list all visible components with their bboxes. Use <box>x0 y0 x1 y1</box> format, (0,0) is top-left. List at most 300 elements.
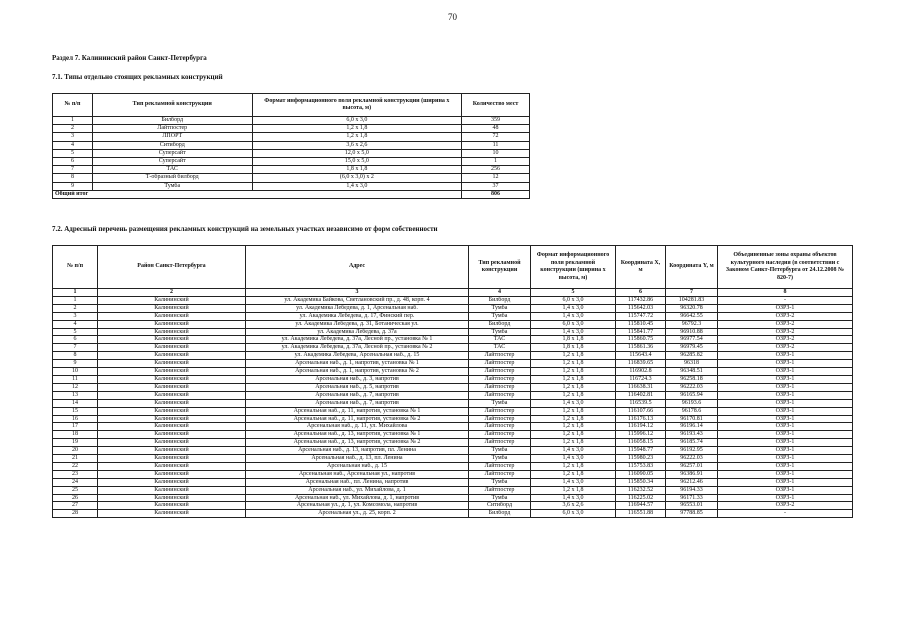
table-cell: ОЗРЗ-1 <box>718 383 853 391</box>
table-cell: Лайтпостер <box>469 423 531 431</box>
table-cell: 115642.03 <box>616 304 666 312</box>
table-cell: Арсенальная наб., д. 1, напротив, установка № 1 <box>246 360 469 368</box>
subsection-title-types: 7.1. Типы отдельно стоящих рекламных конструкций <box>52 73 223 81</box>
table-cell: 1,2 х 1,8 <box>531 391 616 399</box>
table-row <box>53 166 530 174</box>
table-cell: 3 <box>53 133 93 141</box>
table-cell: Арсенальная наб., ул. Михайлова, д. 1 <box>246 486 469 494</box>
table-cell: Калининский <box>98 455 246 463</box>
total-label: Общий итог <box>53 190 462 198</box>
table-cell: Калининский <box>98 360 246 368</box>
table-cell: Калининский <box>98 470 246 478</box>
table-row <box>53 296 853 304</box>
table-cell: 1,2 х 1,8 <box>252 125 462 133</box>
table-cell: 96979.45 <box>666 344 718 352</box>
table-cell: 96194.33 <box>666 486 718 494</box>
total-value: 806 <box>462 190 530 198</box>
table-cell: Билборд <box>469 510 531 518</box>
column-number-row <box>53 289 853 297</box>
table-cell: Калининский <box>98 368 246 376</box>
table-cell: 1,2 х 1,8 <box>531 462 616 470</box>
table-cell: ТАС <box>92 166 252 174</box>
table-cell: Билборд <box>469 320 531 328</box>
table-row <box>53 312 853 320</box>
table-cell: ул. Академика Лебедева, д. 1, Арсенальная наб. <box>246 304 469 312</box>
table-cell: Тумба <box>92 182 252 190</box>
table-row <box>53 439 853 447</box>
table-cell: 1,2 х 1,8 <box>531 375 616 383</box>
table-cell: 12,0 х 5,0 <box>252 149 462 157</box>
table-cell: 96185.74 <box>666 439 718 447</box>
table-cell: 3,6 х 2,6 <box>531 502 616 510</box>
table-row <box>53 391 853 399</box>
column-header: Тип рекламной конструкции <box>469 246 531 289</box>
table-cell: 96318 <box>666 360 718 368</box>
table-cell: 116194.12 <box>616 423 666 431</box>
table-cell: Тумба <box>469 304 531 312</box>
table-cell: 9 <box>53 182 93 190</box>
table-cell: 96193.6 <box>666 399 718 407</box>
table-cell: ОЗРЗ-1 <box>718 455 853 463</box>
table-cell: Арсенальная наб., д. 3, напротив <box>246 375 469 383</box>
table-cell: Калининский <box>98 510 246 518</box>
table-row <box>53 423 853 431</box>
table-cell: (6,0 х 3,0) х 2 <box>252 174 462 182</box>
table-cell: 4 <box>53 141 93 149</box>
table-cell: Арсенальная наб., д. 11, напротив, установка № 2 <box>246 415 469 423</box>
table-cell: 1,2 х 1,8 <box>531 383 616 391</box>
table-cell: 96193.43 <box>666 431 718 439</box>
table-cell: 1,4 х 3,0 <box>531 478 616 486</box>
table-cell: 27 <box>53 502 98 510</box>
table-cell: ОЗРЗ-2 <box>718 328 853 336</box>
table-cell: Тумба <box>469 399 531 407</box>
table-cell: 1,2 х 1,8 <box>531 423 616 431</box>
table-cell: 96642.55 <box>666 312 718 320</box>
table-cell: 2 <box>53 304 98 312</box>
table-cell: 1,4 х 3,0 <box>531 312 616 320</box>
table-row <box>53 141 530 149</box>
table-cell: Калининский <box>98 431 246 439</box>
table-cell: ул. Академика Лебедева, Арсенальная наб., д. 15 <box>246 352 469 360</box>
table-cell: Лайтпостер <box>92 125 252 133</box>
table-row <box>53 336 853 344</box>
column-header: Формат информационного поля рекламной конструкции (ширина х высота, м) <box>531 246 616 289</box>
table-cell: 116638.31 <box>616 383 666 391</box>
table-cell: 8 <box>53 352 98 360</box>
table-cell: 1,4 х 3,0 <box>531 494 616 502</box>
table-cell: 9 <box>53 360 98 368</box>
table-cell: Лайтпостер <box>469 462 531 470</box>
table-cell: 115810.45 <box>616 320 666 328</box>
table-cell: Арсенальная наб., д. 13, напротив, пл. Ленина <box>246 447 469 455</box>
table-cell: 3,6 х 2,6 <box>252 141 462 149</box>
table-cell: 21 <box>53 455 98 463</box>
table-cell: 1,4 х 3,0 <box>531 399 616 407</box>
table-cell: ЛПОРТ <box>92 133 252 141</box>
table-cell: Лайтпостер <box>469 470 531 478</box>
table-cell: 1,2 х 1,8 <box>531 352 616 360</box>
table-row <box>53 447 853 455</box>
table-cell: 96196.14 <box>666 423 718 431</box>
column-header: Координата Y, м <box>666 246 718 289</box>
table-cell: 16 <box>53 415 98 423</box>
table-cell: Ситиборд <box>92 141 252 149</box>
table-cell: Суперсайт <box>92 149 252 157</box>
table-cell: 20 <box>53 447 98 455</box>
table-cell: Лайтпостер <box>469 415 531 423</box>
table-cell: 116225.02 <box>616 494 666 502</box>
table-cell: 96170.81 <box>666 415 718 423</box>
table-cell: 19 <box>53 439 98 447</box>
table-cell: ОЗРЗ-1 <box>718 478 853 486</box>
table-row <box>53 158 530 166</box>
table-cell: 96192.95 <box>666 447 718 455</box>
table-cell: 116944.57 <box>616 502 666 510</box>
table-row <box>53 117 530 125</box>
table-cell: Калининский <box>98 296 246 304</box>
table-cell: Арсенальная наб., Арсенальная ул., напротив <box>246 470 469 478</box>
table-cell: ОЗРЗ-1 <box>718 447 853 455</box>
table-cell: 1,8 х 1,8 <box>252 166 462 174</box>
table-cell: ОЗРЗ-1 <box>718 423 853 431</box>
table-row <box>53 399 853 407</box>
table-cell: Арсенальная ул., д. 25, корп. 2 <box>246 510 469 518</box>
table-cell: 96320.78 <box>666 304 718 312</box>
table-row <box>53 455 853 463</box>
table-cell: 116839.65 <box>616 360 666 368</box>
table-cell: 1,8 х 1,8 <box>531 344 616 352</box>
table-cell: 37 <box>462 182 530 190</box>
table-cell: ОЗРЗ-2 <box>718 312 853 320</box>
address-list-table-body <box>53 296 853 517</box>
table-cell: ОЗРЗ-2 <box>718 336 853 344</box>
table-cell: Арсенальная наб., д. 13, напротив, установка № 1 <box>246 431 469 439</box>
table-cell: 116232.52 <box>616 486 666 494</box>
table-row <box>53 502 853 510</box>
table-cell: 115747.72 <box>616 312 666 320</box>
table-cell: 96348.51 <box>666 368 718 376</box>
table-cell: ОЗРЗ-1 <box>718 494 853 502</box>
table-cell: Тумба <box>469 478 531 486</box>
table-cell: 115948.77 <box>616 447 666 455</box>
table-cell: Лайтпостер <box>469 391 531 399</box>
table-cell: 1,4 х 3,0 <box>531 447 616 455</box>
table-cell: 117432.86 <box>616 296 666 304</box>
table-cell: 116058.15 <box>616 439 666 447</box>
table-cell: 1,2 х 1,8 <box>531 415 616 423</box>
table-cell: 1,8 х 1,8 <box>531 336 616 344</box>
table-cell: 116402.81 <box>616 391 666 399</box>
table-row <box>53 494 853 502</box>
column-header: Район Санкт-Петербурга <box>98 246 246 289</box>
table-cell: Калининский <box>98 423 246 431</box>
table-cell: Лайтпостер <box>469 368 531 376</box>
table-cell: 14 <box>53 399 98 407</box>
table-row <box>53 486 853 494</box>
table-cell: ОЗРЗ-1 <box>718 352 853 360</box>
table-cell: Калининский <box>98 375 246 383</box>
table-cell: Арсенальная наб., д. 13, напротив, установка № 2 <box>246 439 469 447</box>
table-cell: Билборд <box>92 117 252 125</box>
table-cell: 1,2 х 1,8 <box>531 439 616 447</box>
table-cell: ОЗРЗ-2 <box>718 344 853 352</box>
table-cell: Калининский <box>98 328 246 336</box>
table-cell: Арсенальная ул., д. 1, ул. Комсомола, напротив <box>246 502 469 510</box>
table-cell: 1,4 х 3,0 <box>252 182 462 190</box>
table-cell: 10 <box>53 368 98 376</box>
table-cell: 1,2 х 1,8 <box>531 470 616 478</box>
table-cell: 6,0 х 3,0 <box>531 510 616 518</box>
column-header: Объединенные зоны охраны объектов культурного наследия (в соответствии с Законом Санкт-Петербурга от 24.12.2008 № 820-7) <box>718 246 853 289</box>
table-row <box>53 328 853 336</box>
table-cell: Билборд <box>469 296 531 304</box>
table-cell: Калининский <box>98 320 246 328</box>
table-cell: ул. Академика Лебедева, д. 31, Ботаническая ул. <box>246 320 469 328</box>
table-cell: 1,4 х 3,0 <box>531 455 616 463</box>
table-cell: Арсенальная наб., д. 11, напротив, установка № 1 <box>246 407 469 415</box>
table-cell: 96257.01 <box>666 462 718 470</box>
table-cell: 97788.85 <box>666 510 718 518</box>
table-cell: 115861.36 <box>616 344 666 352</box>
table-cell: Калининский <box>98 462 246 470</box>
table-row <box>53 478 853 486</box>
table-row <box>53 375 853 383</box>
table-cell: ОЗРЗ-1 <box>718 399 853 407</box>
table-cell: 3 <box>53 312 98 320</box>
ad-types-table-body <box>53 117 530 191</box>
table-header-row <box>53 246 853 289</box>
table-cell: 1,2 х 1,8 <box>531 407 616 415</box>
table-cell: 6,0 х 3,0 <box>252 117 462 125</box>
table-cell: Калининский <box>98 502 246 510</box>
table-cell: Калининский <box>98 415 246 423</box>
table-cell: Калининский <box>98 447 246 455</box>
table-cell: Калининский <box>98 344 246 352</box>
table-row <box>53 368 853 376</box>
table-cell: ОЗРЗ-1 <box>718 304 853 312</box>
table-cell: 24 <box>53 478 98 486</box>
table-cell: 116539.5 <box>616 399 666 407</box>
table-cell: Лайтпостер <box>469 375 531 383</box>
table-cell: Лайтпостер <box>469 486 531 494</box>
table-cell: Калининский <box>98 407 246 415</box>
table-cell: Лайтпостер <box>469 407 531 415</box>
table-cell: 10 <box>462 149 530 157</box>
table-cell: 6,0 х 3,0 <box>531 296 616 304</box>
table-cell: 4 <box>53 320 98 328</box>
table-cell: ул. Академика Байкова, Светлановский пр., д. 48, корп. 4 <box>246 296 469 304</box>
table-cell: Калининский <box>98 312 246 320</box>
table-cell: 116724.3 <box>616 375 666 383</box>
table-cell: 96553.01 <box>666 502 718 510</box>
column-header: Формат информационного поля рекламной конструкции (ширина х высота, м) <box>252 94 462 117</box>
table-cell: 96977.54 <box>666 336 718 344</box>
table-row <box>53 383 853 391</box>
table-cell: Арсенальная наб., д. 5, напротив <box>246 383 469 391</box>
table-cell: ул. Академика Лебедева, д. 37а <box>246 328 469 336</box>
table-cell: 1 <box>462 158 530 166</box>
table-cell: ОЗРЗ-1 <box>718 470 853 478</box>
table-cell: - <box>718 296 853 304</box>
table-cell: 1 <box>53 296 98 304</box>
table-row <box>53 431 853 439</box>
table-cell: Арсенальная наб., д. 11, ул. Михайлова <box>246 423 469 431</box>
table-cell: Калининский <box>98 478 246 486</box>
section-title: Раздел 7. Калининский район Санкт-Петербурга <box>52 54 207 62</box>
column-header: Количество мест <box>462 94 530 117</box>
table-cell: Тумба <box>469 494 531 502</box>
table-row <box>53 360 853 368</box>
table-cell: Арсенальная наб., д. 7, напротив <box>246 399 469 407</box>
table-cell: ОЗРЗ-2 <box>718 320 853 328</box>
column-number: 3 <box>246 289 469 297</box>
table-cell: ОЗРЗ-1 <box>718 407 853 415</box>
column-header: Тип рекламной конструкции <box>92 94 252 117</box>
table-cell: 25 <box>53 486 98 494</box>
table-cell: Калининский <box>98 304 246 312</box>
table-cell: 6 <box>53 158 93 166</box>
table-cell: ОЗРЗ-1 <box>718 415 853 423</box>
table-cell: Ситиборд <box>469 502 531 510</box>
table-cell: Суперсайт <box>92 158 252 166</box>
column-number: 2 <box>98 289 246 297</box>
table-cell: 115980.23 <box>616 455 666 463</box>
table-cell: 6,0 х 3,0 <box>531 320 616 328</box>
table-cell: ТАС <box>469 336 531 344</box>
table-cell: 96285.82 <box>666 352 718 360</box>
table-cell: 96258.18 <box>666 375 718 383</box>
table-cell: 96792.3 <box>666 320 718 328</box>
table-cell: 96165.94 <box>666 391 718 399</box>
table-cell: Калининский <box>98 494 246 502</box>
table-cell: 28 <box>53 510 98 518</box>
table-cell: 15,0 х 5,0 <box>252 158 462 166</box>
table-cell: 96178.6 <box>666 407 718 415</box>
table-cell: 23 <box>53 470 98 478</box>
table-cell: 115996.12 <box>616 431 666 439</box>
table-cell: Лайтпостер <box>469 360 531 368</box>
table-cell: 11 <box>462 141 530 149</box>
table-cell: Лайтпостер <box>469 352 531 360</box>
table-cell: Арсенальная наб., ул. Михайлова, д. 1, напротив <box>246 494 469 502</box>
table-cell: 1,2 х 1,8 <box>252 133 462 141</box>
table-cell: ул. Академика Лебедева, д. 37а, Лесной пр., установка № 1 <box>246 336 469 344</box>
table-cell: 116176.13 <box>616 415 666 423</box>
table-row <box>53 133 530 141</box>
table-cell: ул. Академика Лебедева, д. 37а, Лесной пр., установка № 2 <box>246 344 469 352</box>
table-cell: 1 <box>53 117 93 125</box>
table-cell: 256 <box>462 166 530 174</box>
table-row <box>53 415 853 423</box>
table-cell: 8 <box>53 174 93 182</box>
total-row <box>53 190 530 198</box>
table-cell: 116902.8 <box>616 368 666 376</box>
table-cell: 26 <box>53 494 98 502</box>
table-cell: 115643.4 <box>616 352 666 360</box>
table-cell: 15 <box>53 407 98 415</box>
table-cell: 96212.46 <box>666 478 718 486</box>
table-cell: 13 <box>53 391 98 399</box>
table-cell: 1,2 х 1,8 <box>531 431 616 439</box>
table-row <box>53 407 853 415</box>
table-cell: Калининский <box>98 439 246 447</box>
table-cell: 11 <box>53 375 98 383</box>
ad-types-table <box>52 93 530 199</box>
table-cell: 7 <box>53 344 98 352</box>
table-cell: Арсенальная наб., д. 1, напротив, установка № 2 <box>246 368 469 376</box>
table-row <box>53 304 853 312</box>
table-cell: 116107.66 <box>616 407 666 415</box>
table-cell: Арсенальная наб., д. 15 <box>246 462 469 470</box>
column-number: 7 <box>666 289 718 297</box>
table-cell: Лайтпостер <box>469 383 531 391</box>
table-cell: Арсенальная наб., д. 7, напротив <box>246 391 469 399</box>
table-cell: Т-образный билборд <box>92 174 252 182</box>
table-cell: Калининский <box>98 486 246 494</box>
column-header: № п/п <box>53 94 93 117</box>
table-cell: Тумба <box>469 455 531 463</box>
table-row <box>53 344 853 352</box>
table-cell: 1,4 х 3,0 <box>531 304 616 312</box>
table-cell: Арсенальная наб., пл. Ленина, напротив <box>246 478 469 486</box>
table-cell: Лайтпостер <box>469 431 531 439</box>
table-cell: - <box>718 510 853 518</box>
column-header: № п/п <box>53 246 98 289</box>
table-cell: Тумба <box>469 312 531 320</box>
table-cell: 72 <box>462 133 530 141</box>
page-number: 70 <box>448 12 457 22</box>
table-header-row <box>53 94 530 117</box>
table-cell: Тумба <box>469 328 531 336</box>
table-cell: 12 <box>462 174 530 182</box>
table-cell: Арсенальная наб., д. 13, пл. Ленина <box>246 455 469 463</box>
table-cell: ОЗРЗ-1 <box>718 462 853 470</box>
table-cell: 96222.03 <box>666 455 718 463</box>
table-cell: 18 <box>53 431 98 439</box>
table-cell: 7 <box>53 166 93 174</box>
table-cell: ОЗРЗ-1 <box>718 360 853 368</box>
table-row <box>53 462 853 470</box>
table-cell: Калининский <box>98 383 246 391</box>
table-cell: 2 <box>53 125 93 133</box>
column-header: Координата X, м <box>616 246 666 289</box>
table-cell: Калининский <box>98 336 246 344</box>
table-cell: 115860.75 <box>616 336 666 344</box>
table-cell: 5 <box>53 328 98 336</box>
table-row <box>53 182 530 190</box>
table-cell: ул. Академика Лебедева, д. 17, Финский пер. <box>246 312 469 320</box>
column-number: 8 <box>718 289 853 297</box>
column-header: Адрес <box>246 246 469 289</box>
table-cell: 6 <box>53 336 98 344</box>
table-cell: ОЗРЗ-1 <box>718 375 853 383</box>
table-cell: 1,2 х 1,8 <box>531 368 616 376</box>
table-cell: 1,2 х 1,8 <box>531 486 616 494</box>
table-cell: 12 <box>53 383 98 391</box>
table-cell: ОЗРЗ-1 <box>718 368 853 376</box>
table-cell: 96386.91 <box>666 470 718 478</box>
table-row <box>53 149 530 157</box>
table-cell: Лайтпостер <box>469 439 531 447</box>
table-row <box>53 174 530 182</box>
table-cell: ОЗРЗ-2 <box>718 502 853 510</box>
table-cell: Калининский <box>98 352 246 360</box>
table-row <box>53 352 853 360</box>
table-cell: 116551.88 <box>616 510 666 518</box>
table-cell: Калининский <box>98 399 246 407</box>
table-cell: 116090.05 <box>616 470 666 478</box>
